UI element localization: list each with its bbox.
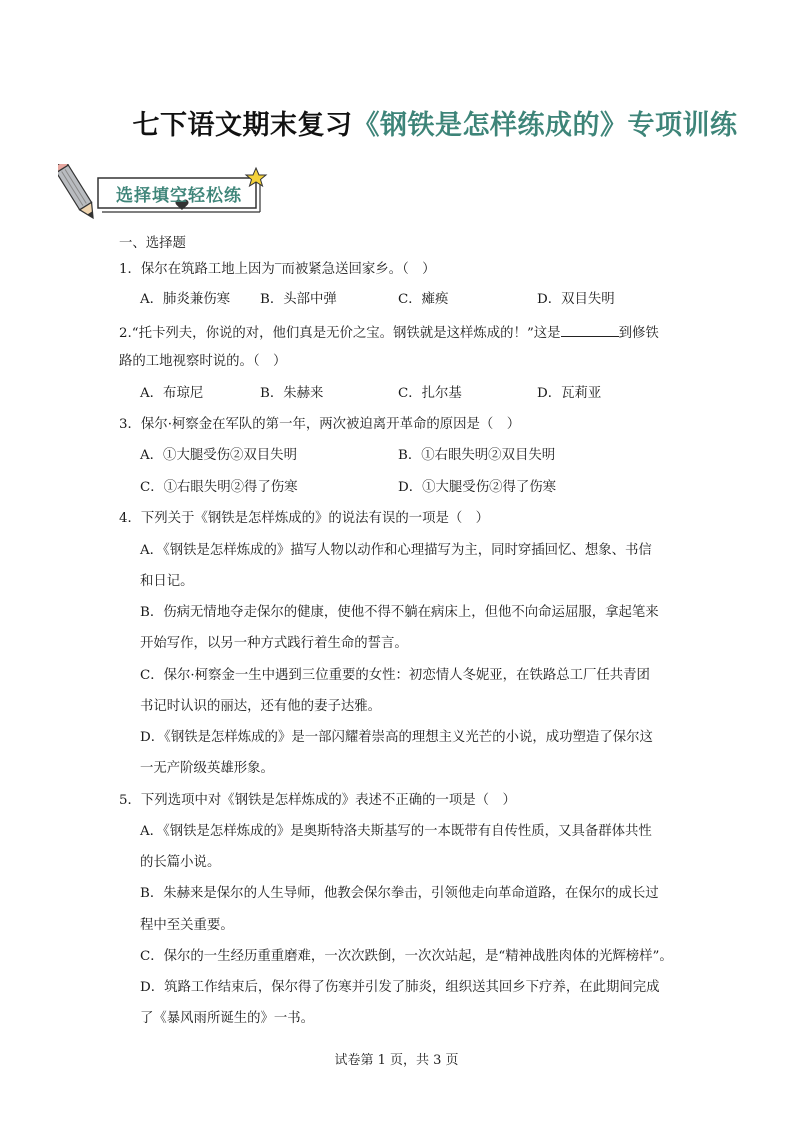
q2-stem (119, 324, 659, 342)
q2-stem-post: 到修铁 (618, 326, 659, 341)
q5-option-d-cont: 了《暴风雨所诞生的》一书。 (140, 1011, 315, 1026)
pencil-icon (58, 164, 99, 222)
q3-option-c[interactable]: C．①右眼失明②得了伤寒 (140, 480, 298, 495)
q4-option-d-cont: 一无产阶级英雄形象。 (140, 761, 274, 776)
title-part2: 《钢铁是怎样练成的》专项训练 (352, 110, 738, 141)
q3-option-d[interactable]: D．①大腿受伤②得了伤寒 (398, 480, 557, 495)
q3-option-a[interactable]: A．①大腿受伤②双目失明 (140, 448, 297, 463)
q5-option-c[interactable]: C．保尔的一生经历重重磨难，一次次跌倒，一次次站起，是“精神战胜肉体的光辉榜样”。 (140, 949, 673, 964)
q4-option-c[interactable]: C．保尔·柯察金一生中遇到三位重要的女性：初恋情人冬妮亚，在铁路总工厂任共青团 (140, 668, 650, 683)
q1-option-d[interactable]: D．双目失明 (537, 292, 615, 307)
q5-stem: 5．下列选项中对《钢铁是怎样炼成的》表述不正确的一项是（ ） (119, 793, 516, 808)
q5-option-b-cont: 程中至关重要。 (140, 918, 234, 933)
q3-option-b[interactable]: B．①右眼失明②双目失明 (398, 448, 556, 463)
q1-stem: 1．保尔在筑路工地上因为‾而被紧急送回家乡。（ ） (119, 262, 436, 277)
page-footer: 试卷第 1 页，共 3 页 (334, 1053, 459, 1068)
title-part1: 七下语文期末复习 (132, 110, 353, 141)
q2-option-c[interactable]: C．扎尔基 (398, 386, 462, 401)
q5-option-b[interactable]: B．朱赫来是保尔的人生导师，他教会保尔拳击，引领他走向革命道路，在保尔的成长过 (140, 886, 659, 901)
q3-stem: 3．保尔·柯察金在军队的第一年，两次被迫离开革命的原因是（ ） (119, 417, 521, 432)
q5-option-a-cont: 的长篇小说。 (140, 855, 221, 870)
q5-option-d[interactable]: D．筑路工作结束后，保尔得了伤寒并引发了肺炎，组织送其回乡下疗养，在此期间完成 (140, 980, 660, 995)
q4-stem: 4．下列关于《钢铁是怎样炼成的》的说法有误的一项是（ ） (119, 511, 490, 526)
badge-label: 选择填空轻松练 (116, 186, 242, 206)
q5-option-a[interactable]: A．《钢铁是怎样炼成的》是奥斯特洛夫斯基写的一本既带有自传性质，又具备群体共性 (140, 824, 652, 839)
q2-stem-line2: 路的工地视察时说的。（ ） (119, 354, 287, 369)
q2-option-a[interactable]: A．布琼尼 (140, 386, 204, 401)
q4-option-d[interactable]: D．《钢铁是怎样炼成的》是一部闪耀着崇高的理想主义光芒的小说，成功塑造了保尔这 (140, 730, 653, 745)
q4-option-a[interactable]: A．《钢铁是怎样炼成的》描写人物以动作和心理描写为主，同时穿插回忆、想象、书信 (140, 543, 652, 558)
q1-option-c[interactable]: C．瘫痪 (398, 292, 449, 307)
q2-stem-pre: 2.“托卡列夫，你说的对，他们真是无价之宝。钢铁就是这样炼成的！”这是 (119, 326, 561, 341)
q4-option-a-cont: 和日记。 (140, 574, 194, 589)
q1-option-a[interactable]: A．肺炎兼伤寒 (140, 292, 231, 307)
q4-option-b-cont: 开始写作，以另一种方式践行着生命的誓言。 (140, 636, 408, 651)
section-badge (58, 164, 270, 226)
page-title (0, 103, 793, 142)
section-heading: 一、选择题 (119, 236, 186, 251)
q1-option-b[interactable]: B．头部中弹 (260, 292, 337, 307)
q2-option-b[interactable]: B．朱赫来 (260, 386, 324, 401)
q4-option-c-cont: 书记时认识的丽达，还有他的妻子达雅。 (140, 699, 382, 714)
q2-option-d[interactable]: D．瓦莉亚 (537, 386, 602, 401)
q4-option-b[interactable]: B．伤病无情地夺走保尔的健康，使他不得不躺在病床上，但他不向命运屈服，拿起笔来 (140, 605, 659, 620)
q2-blank (561, 324, 619, 337)
